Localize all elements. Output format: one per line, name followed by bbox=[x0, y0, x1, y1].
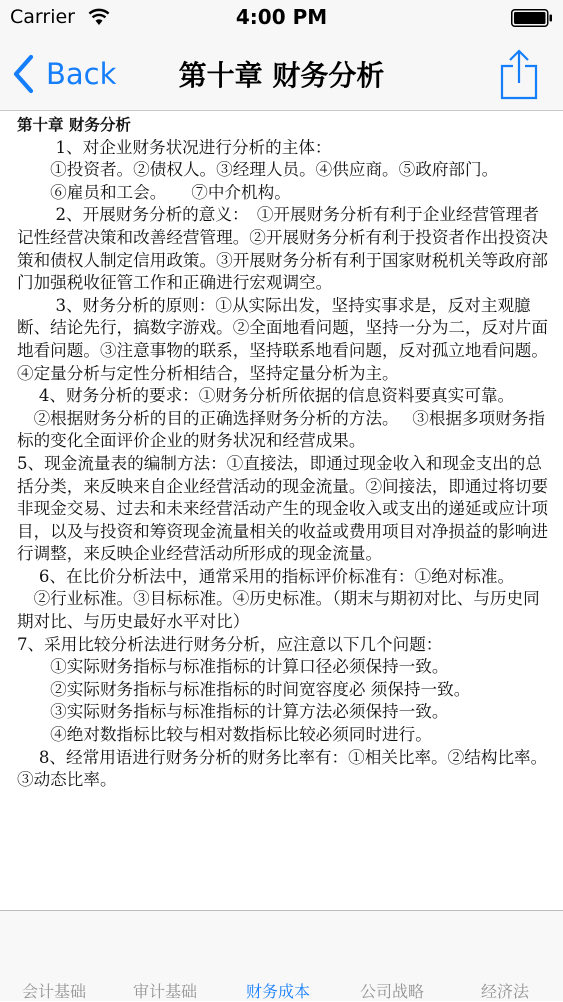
status-time: 4:00 PM bbox=[235, 5, 328, 29]
paragraph: 6、在比价分析法中，通常采用的指标评价标准有：①绝对标准。 bbox=[17, 566, 515, 586]
paragraph: 2、开展财务分析的意义： ①开展财务分析有利于企业经营管理者记性经营决策和改善经营管理。②开展财务分析有利于投资者作出投资决策和债权人制定信用政策。③开展财务分析有利于国家财税机关等政府部门加强税收征管工作和正确进行宏观调空。 bbox=[17, 205, 548, 293]
document-title: 第十章 财务分析 bbox=[17, 116, 131, 134]
paragraph: ④绝对数指标比较与相对数指标比较必须同时进行。 bbox=[17, 725, 432, 745]
paragraph: ①实际财务指标与标准指标的计算口径必须保持一致。 bbox=[17, 657, 449, 677]
paragraph: 3、财务分析的原则：①从实际出发，坚持实事求是，反对主观臆断、结论先行，搞数字游戏。②全面地看问题，坚持一分为二，反对片面地看问题。③注意事物的联系，坚持联系地看问题，反对孤立地看问题。④定量分析与定性分析相结合，坚持定量分析为主。 bbox=[17, 295, 548, 383]
back-label: Back bbox=[46, 57, 117, 91]
paragraph: ②行业标准。③目标标准。④历史标准。（期末与期初对比、与历史同期对比、与历史最好水平对比） bbox=[17, 589, 540, 632]
paragraph: ③实际财务指标与标准指标的计算方法必须保持一致。 bbox=[17, 702, 449, 722]
paragraph: 1、对企业财务状况进行分析的主体： bbox=[17, 137, 332, 157]
paragraph: 8、经常用语进行财务分析的财务比率有：①相关比率。②结构比率。③动态比率。 bbox=[17, 747, 548, 790]
paragraph: ①投资者。②债权人。③经理人员。④供应商。⑤政府部门。 bbox=[17, 160, 499, 180]
tab-financial-cost[interactable]: 财务成本 bbox=[246, 982, 311, 1001]
share-icon[interactable] bbox=[499, 48, 539, 100]
paragraph: ②根据财务分析的目的正确选择财务分析的方法。 ③根据多项财务指标的变化全面评价企业的财务状况和经营成果。 bbox=[17, 408, 545, 451]
tab-bar bbox=[0, 910, 563, 1001]
tab-corporate-strategy[interactable]: 公司战略 bbox=[360, 982, 425, 1001]
status-bar bbox=[0, 0, 563, 38]
carrier-label: Carrier bbox=[10, 6, 75, 28]
paragraph: 5、现金流量表的编制方法：①直接法，即通过现金收入和现金支出的总括分类，来反映来自企业经营活动的现金流量。②间接法，即通过将切要非现金交易、过去和未来经营活动产生的现金收入或支出的递延或应计项目，以及与投资和筹资现金流量相关的收益或费用项目对净损益的影响进行调整，来反映企业经营活动所形成的现金流量。 bbox=[17, 453, 548, 564]
paragraph: ②实际财务指标与标准指标的时间宽容度必 须保持一致。 bbox=[17, 679, 471, 699]
paragraph: ⑥雇员和工会。 ⑦中介机构。 bbox=[17, 182, 291, 202]
document-body bbox=[0, 111, 563, 792]
paragraph: 7、采用比较分析法进行财务分析，应注意以下几个问题： bbox=[17, 634, 443, 654]
paragraph: 4、财务分析的要求：①财务分析所依据的信息资料要真实可靠。 bbox=[17, 386, 515, 406]
tab-economic-law[interactable]: 经济法 bbox=[481, 982, 530, 1001]
navigation-bar bbox=[0, 38, 563, 111]
document-view[interactable] bbox=[0, 111, 563, 911]
tab-accounting-basics[interactable]: 会计基础 bbox=[22, 982, 87, 1001]
battery-icon bbox=[511, 9, 553, 27]
page-title: 第十章 财务分析 bbox=[178, 59, 385, 92]
tab-audit-basics[interactable]: 审计基础 bbox=[133, 982, 198, 1001]
